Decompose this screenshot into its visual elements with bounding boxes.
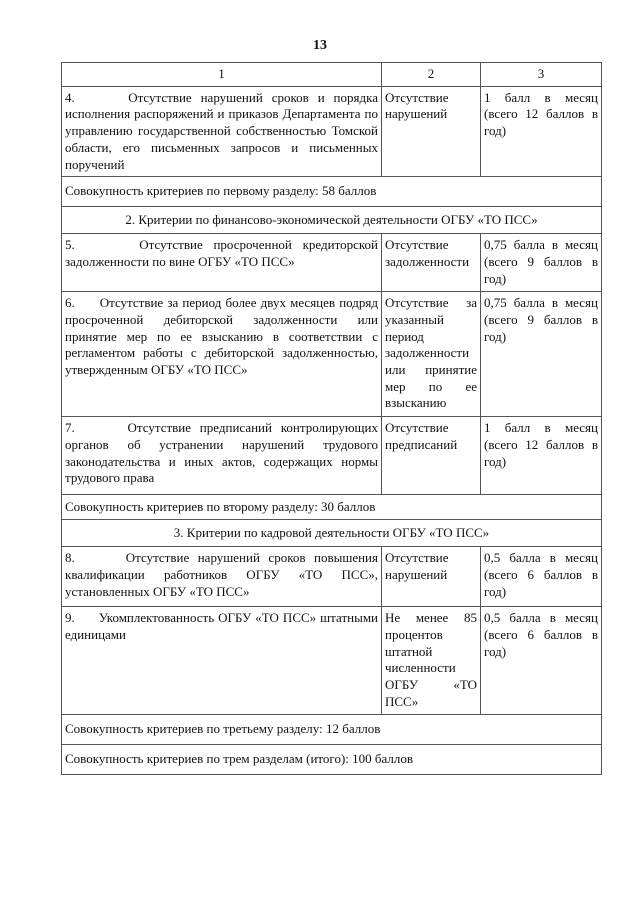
- section-heading-row: [62, 520, 602, 547]
- table-row: [62, 607, 602, 715]
- column-header-2: 2: [382, 63, 481, 87]
- section-heading: 3. Критерии по кадровой деятельности ОГБУ «ТО ПСС»: [62, 520, 602, 547]
- column-header-1: 1: [62, 63, 382, 87]
- indicator-cell: Отсутствие нарушений: [382, 86, 481, 177]
- indicator-cell: Не менее 85 процентов штатной численности ОГБУ «ТО ПСС»: [382, 607, 481, 715]
- score-cell: 0,5 балла в месяц (всего 6 баллов в год): [481, 607, 602, 715]
- summary-row: [62, 715, 602, 745]
- section-total: Совокупность критериев по второму разделу: 30 баллов: [62, 495, 602, 520]
- criterion-cell: 4. Отсутствие нарушений сроков и порядка исполнения распоряжений и приказов Департамента по управлению государственной собственностью Томской области, его письменных запросов и письменных поручений: [62, 86, 382, 177]
- score-cell: 0,75 балла в месяц (всего 9 баллов в год): [481, 234, 602, 292]
- section-total: Совокупность критериев по третьему разделу: 12 баллов: [62, 715, 602, 745]
- section-heading-row: [62, 207, 602, 234]
- column-header-3: 3: [481, 63, 602, 87]
- criterion-cell: 9. Укомплектованность ОГБУ «ТО ПСС» штатными единицами: [62, 607, 382, 715]
- summary-row: [62, 745, 602, 775]
- criterion-cell: 6. Отсутствие за период более двух месяцев подряд просроченной дебиторской задолженности или принятие мер по ее взысканию в соответствии с регламентом работы с дебиторской задолженностью, утвержденным ОГБУ «ТО ПСС»: [62, 292, 382, 417]
- indicator-cell: Отсутствие нарушений: [382, 547, 481, 607]
- indicator-cell: Отсутствие предписаний: [382, 417, 481, 495]
- score-cell: 1 балл в месяц (всего 12 баллов в год): [481, 417, 602, 495]
- table-row: [62, 417, 602, 495]
- criterion-cell: 5. Отсутствие просроченной кредиторской задолженности по вине ОГБУ «ТО ПСС»: [62, 234, 382, 292]
- score-cell: 0,5 балла в месяц (всего 6 баллов в год): [481, 547, 602, 607]
- section-total: Совокупность критериев по первому разделу: 58 баллов: [62, 177, 602, 207]
- criterion-cell: 8. Отсутствие нарушений сроков повышения квалификации работников ОГБУ «ТО ПСС», установленных ОГБУ «ТО ПСС»: [62, 547, 382, 607]
- criteria-table: [61, 62, 602, 775]
- section-heading: 2. Критерии по финансово-экономической деятельности ОГБУ «ТО ПСС»: [62, 207, 602, 234]
- score-cell: 1 балл в месяц (всего 12 баллов в год): [481, 86, 602, 177]
- summary-row: [62, 495, 602, 520]
- score-cell: 0,75 балла в месяц (всего 9 баллов в год): [481, 292, 602, 417]
- indicator-cell: Отсутствие задолженности: [382, 234, 481, 292]
- table-header-row: [62, 63, 602, 87]
- table-row: [62, 86, 602, 177]
- summary-row: [62, 177, 602, 207]
- indicator-cell: Отсутствие за указанный период задолженности или принятие мер по ее взысканию: [382, 292, 481, 417]
- criterion-cell: 7. Отсутствие предписаний контролирующих органов об устранении нарушений трудового законодательства и иных актов, содержащих нормы трудового права: [62, 417, 382, 495]
- section-total: Совокупность критериев по трем разделам (итого): 100 баллов: [62, 745, 602, 775]
- table-row: [62, 292, 602, 417]
- page-number: 13: [313, 38, 327, 53]
- table-row: [62, 234, 602, 292]
- table-row: [62, 547, 602, 607]
